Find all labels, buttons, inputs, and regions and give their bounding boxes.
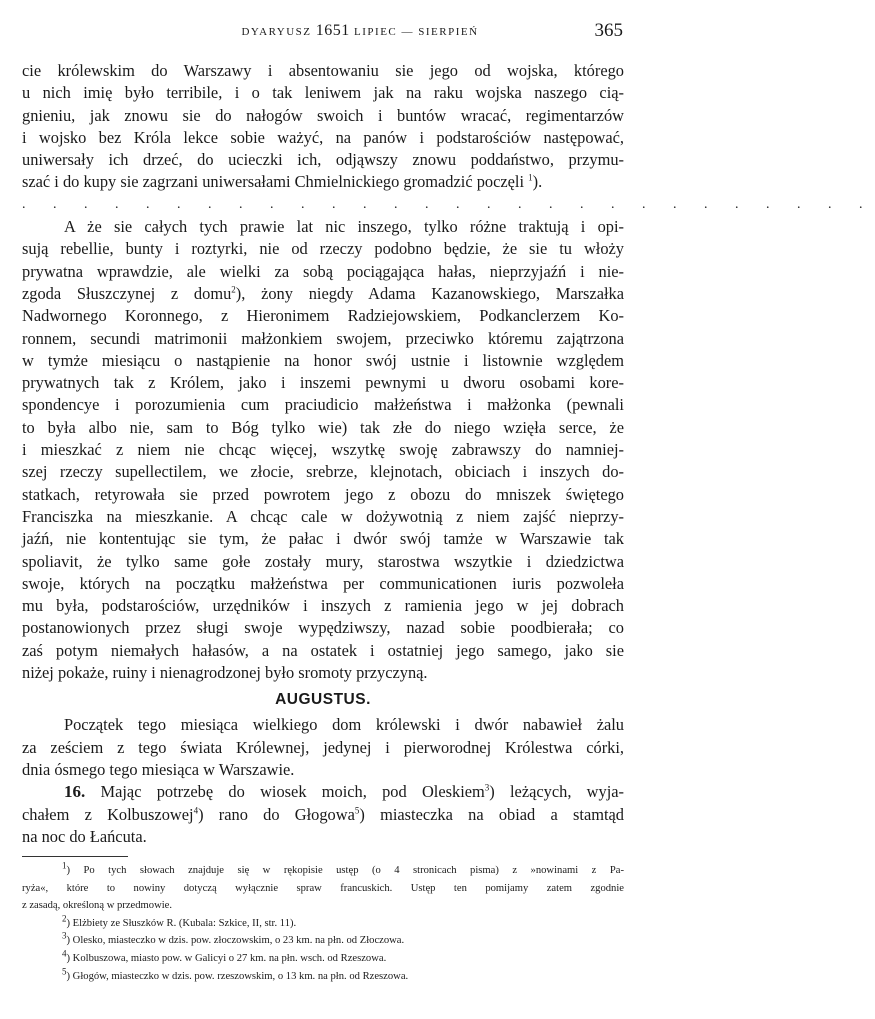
footnote-ref: 2 [231,284,236,295]
footnote-mark: 3 [62,930,67,941]
footnote-ref: 1 [528,173,533,184]
footnote-ref: 4 [193,805,199,816]
text-line: spondencye i porozumienia cum praciudicio małżeństwa i małżonka (pewnali [22,395,624,415]
text-line: niżej pokaże, ruiny i nienagrodzonej było sromoty przyczyną. [22,663,428,683]
text-line: na noc do Łańcuta. [22,826,147,846]
footnote-text: ) Po tych słowach znajduje się w rękopisie ustęp (o 4 stronicach pisma) z »nowinami z Pa- [66,865,624,876]
footnote-5 [22,968,624,986]
text-fragment: zgoda Słuszczynej z domu [22,283,232,303]
footnote-ref: 5 [354,805,360,816]
footnote-text: ) Głogów, miasteczko w dzis. pow. rzeszowskim, o 13 km. na płn. od Rzeszowa. [66,970,409,982]
text-fragment: Mając potrzebę do wiosek moich, pod Oleskiem [85,782,485,802]
page-number: 365 [594,20,623,41]
footnote-2 [22,915,624,933]
text-line: Franciszka na mieszkanie. A chcąc cale w dożywotnią z niem zajść nieprzy- [22,506,624,526]
text-line: prywatna wprawdzie, ale wielki za sobą pociągająca hałas, nieprzyjaźń i nie- [22,261,624,281]
footnote-1-cont: ryża«, które to nowiny dotyczą wyłącznie spraw francuskich. Ustęp ten pomijamy zatem zgodnie [22,882,624,894]
footnote-mark: 5 [62,966,67,977]
footnote-mark: 4 [62,948,67,959]
footnote-mark: 1 [62,860,67,871]
footnotes [22,862,624,985]
text-line: za ześciem z tego świata Królewnej, jedynej i pierworodnej Królestwa córki, [22,737,624,757]
running-title-text: DYARYUSZ [241,26,316,38]
footnote-mark: 2 [62,913,67,924]
text-line [22,781,624,803]
text-line: postanowionych przez sługi swoje wypędziwszy, nazad sobie poodbierała; co [22,618,624,638]
section-heading: AUGUSTUS. [275,691,371,709]
text-line [22,283,624,305]
text-fragment: ) rano do Głogowa [198,804,355,824]
text-fragment: szać i do kupy sie zagrzani uniwersałami Chmielnickiego gromadzić poczęli [22,172,525,192]
text-line: Nadwornego Koronnego, z Hieronimem Radziejowskiem, Podkanclerzem Ko- [22,306,624,326]
text-line: gnieniu, jak znowu sie do nałogów swoich i buntów wracać, regimentarzów [22,105,624,125]
text-line: prywatnych tak z Królem, jako i inszemi pewnymi u dworu osobami kore- [22,373,624,393]
text-line [22,804,624,826]
text-fragment: ). [532,172,543,192]
text-line: i mieszkać z niem nie chcąc więcej, wszytkę swoję zabrawszy do namniej- [22,440,624,460]
day-number: 16. [64,782,86,802]
running-head [0,22,720,44]
text-line: zaś potym niemałych hałasów, a na ostatek i ostatniej jego samego, jako sie [22,640,624,660]
text-line: sują rebellie, bunty i roztyrki, nie od rzeczy podobno będzie, że sie tu włoży [22,239,624,259]
omission-dots: . . . . . . . . . . . . . . . . . . . . . . . . . . . . [22,196,875,212]
text-line: statkach, retyrowała sie przed powrotem jego z obozu do mniszek świętego [22,484,624,504]
footnote-4 [22,950,624,968]
text-line [22,171,624,193]
main-text [22,60,875,848]
text-line: to była albo nie, sam to Bóg tylko wie) tak złe do niego wzięła serce, że [22,417,624,437]
text-line: swoje, których na początku małżeństwa per communicationen iuris pozwoleła [22,573,624,593]
text-line: spoliavit, że tylko same gołe zostały mury, starostwa wszytkie i dziedzictwa [22,551,624,571]
text-fragment: ), żony niegdy Adama Kazanowskiego, Marszałka [235,283,625,303]
text-line: A że sie całych tych prawie lat nic inszego, tylko różne traktują i opi- [64,217,624,237]
footnote-text: ) Kolbuszowa, miasto pow. w Galicyi o 27 km. na płn. wsch. od Rzeszowa. [66,952,387,964]
footnote-1-cont: z zasadą, określoną w przedmowie. [22,900,173,912]
text-line: i wojsko bez Króla lekce sobie ważyć, na panów i podstarościów następować, [22,127,624,147]
footnote-3 [22,932,624,950]
text-line: jaźń, nie kontentując sie tym, że pałac i dwór swój tamże w Warszawie tak [22,529,624,549]
text-line: w tymże miesiącu o nastąpienie na honor swój ustnie i listownie względem [22,350,624,370]
text-line: mu była, podstarościów, urzędników i inszych z ramienia jego w jej dobrach [22,596,624,616]
text-line: szej rzeczy supellectilem, we złocie, srebrze, klejnotach, obiciach i inszych do- [22,462,624,482]
text-fragment: ) leżących, wyja- [489,782,625,802]
text-line: Początek tego miesiąca wielkiego dom królewski i dwór nabawieł żalu [64,715,624,735]
text-fragment: ) miasteczka na obiad a stamtąd [359,804,624,824]
footnote-text: ) Elżbiety ze Słuszków R. (Kubala: Szkice, II, str. 11). [66,917,297,929]
footnote-ref: 3 [484,782,490,793]
text-line: dnia ósmego tego miesiąca w Warszawie. [22,759,295,779]
footnote-text: ) Olesko, miasteczko w dzis. pow. złoczowskim, o 23 km. na płn. od Złoczowa. [66,935,405,947]
running-title-months: LIPIEC — SIERPIEŃ [349,26,479,38]
text-fragment: chałem z Kolbuszowej [22,804,194,824]
running-title-year: 1651 [315,22,350,39]
text-line: cie królewskim do Warszawy i absentowaniu sie jego od wojska, którego [22,61,624,80]
text-line: ronnem, secundi matrimonii małżonkiem swojem, przeciwko któremu zajątrzona [22,328,624,348]
text-line: uniwersały ich drzeć, do ucieczki ich, odjąwszy znowu poddaństwo, przymu- [22,150,624,170]
text-line: u nich imię było terribile, i o tak leniwem jak na raku wojska naszego cią- [22,83,624,103]
footnote-rule [22,856,128,857]
footnote-1 [22,862,624,880]
